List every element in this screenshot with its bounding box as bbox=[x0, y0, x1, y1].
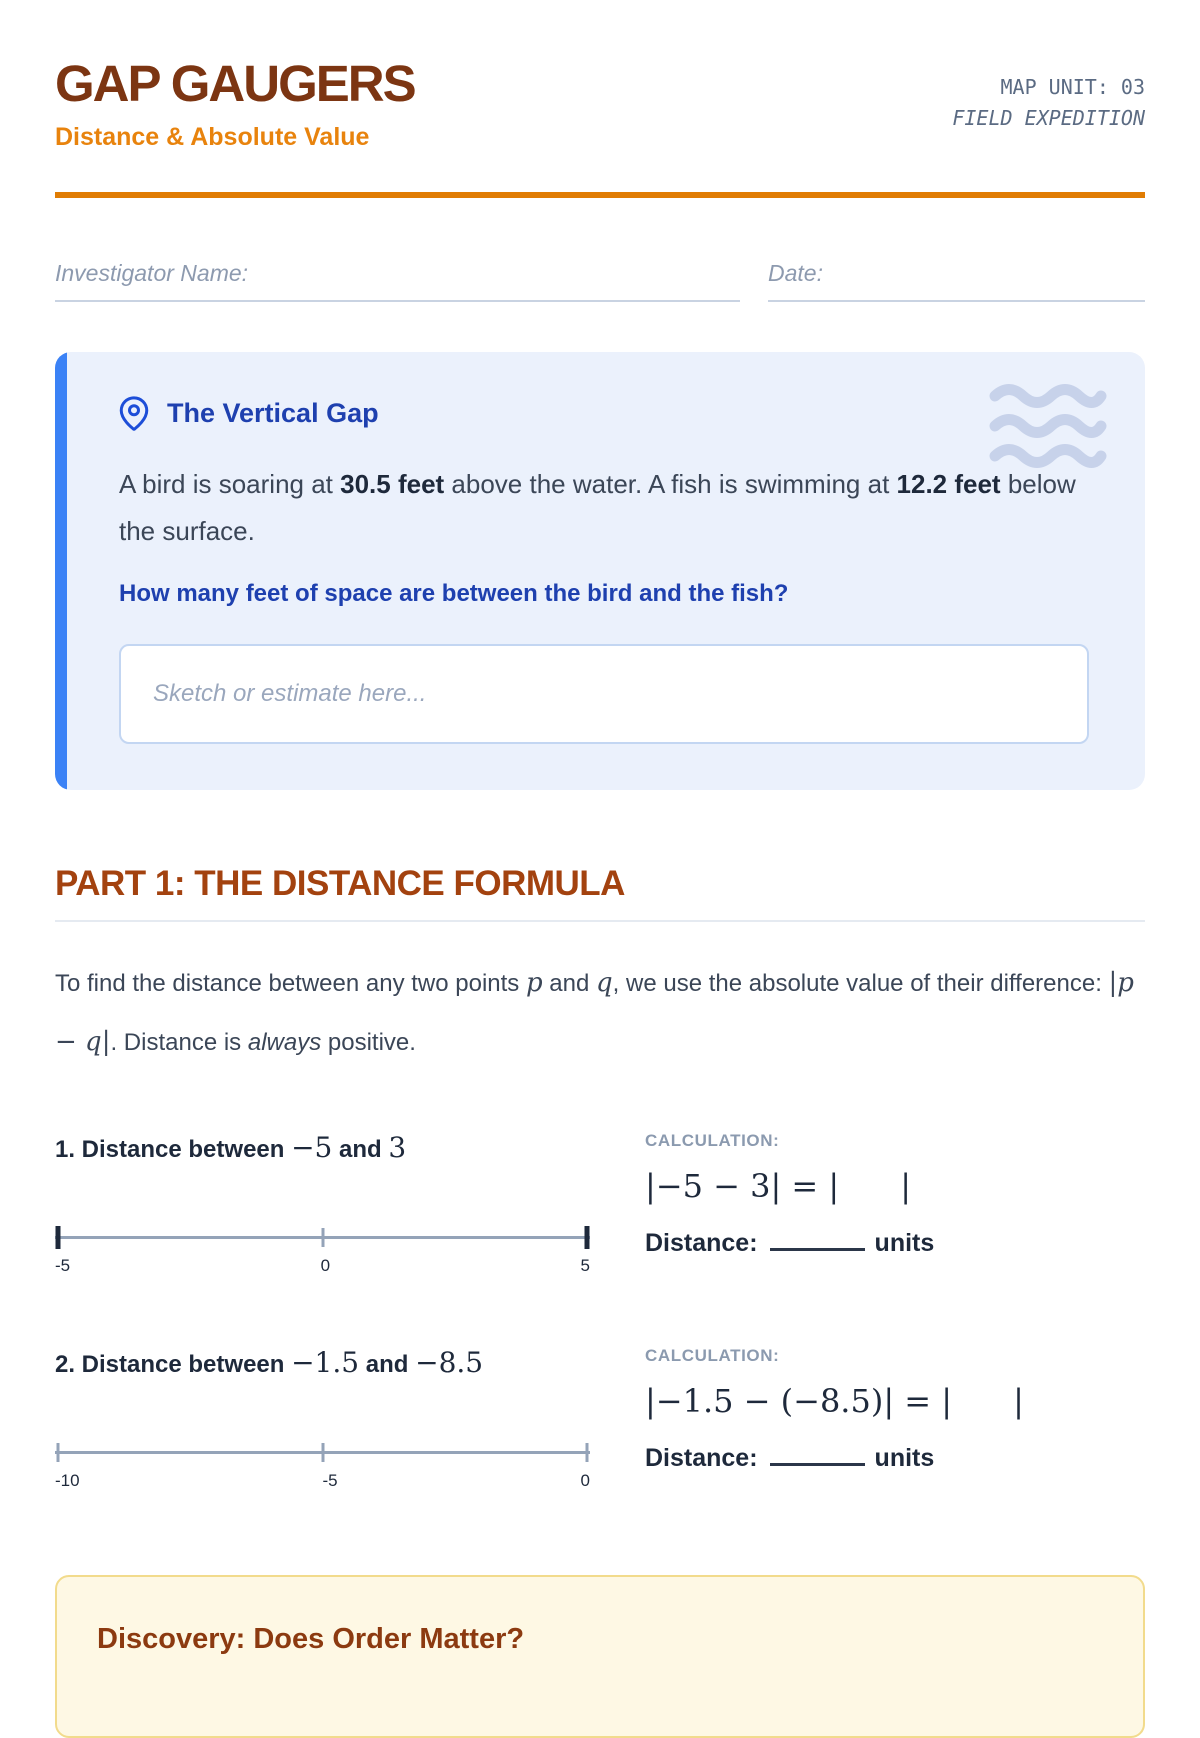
problem-2-right bbox=[645, 1346, 1145, 1473]
intro-text-5: positive. bbox=[321, 1029, 416, 1057]
investigator-name-input[interactable] bbox=[258, 260, 740, 287]
number-line-1-tick-mid bbox=[321, 1228, 324, 1247]
scenario-text-post: below the surface. bbox=[119, 469, 1076, 547]
waves-icon bbox=[987, 380, 1109, 472]
problem-2 bbox=[55, 1346, 1145, 1491]
distance-answer-blank-2[interactable] bbox=[770, 1444, 865, 1466]
problem-1-label: Distance between bbox=[75, 1136, 292, 1164]
number-line-1 bbox=[55, 1226, 590, 1276]
part1-intro bbox=[55, 954, 1145, 1074]
problem-1-and: and bbox=[332, 1136, 389, 1164]
date-label: Date: bbox=[768, 260, 823, 286]
problem-1-left bbox=[55, 1131, 590, 1276]
number-line-1-tick-right bbox=[585, 1226, 590, 1249]
intro-text-4: . Distance is bbox=[110, 1029, 248, 1057]
tick-label: -5 bbox=[322, 1471, 338, 1491]
investigator-name-field[interactable] bbox=[55, 260, 740, 302]
intro-text-1: To find the distance between any two points bbox=[55, 969, 526, 997]
calculation-label-1: CALCULATION: bbox=[645, 1131, 780, 1151]
intro-text-2: and bbox=[542, 969, 597, 997]
problem-1-heading bbox=[55, 1131, 590, 1164]
number-line-1-tick-left bbox=[55, 1226, 60, 1249]
identity-form bbox=[55, 260, 1145, 302]
number-line-2-tick-mid bbox=[321, 1443, 324, 1462]
scenario-text-pre: A bird is soaring at bbox=[119, 469, 341, 499]
problem-1-value-a: −5 bbox=[291, 1131, 333, 1165]
problem-2-and: and bbox=[359, 1351, 416, 1379]
distance-answer-line-1 bbox=[645, 1229, 1145, 1258]
number-line-2 bbox=[55, 1441, 590, 1491]
part1-heading: PART 1: THE DISTANCE FORMULA bbox=[55, 864, 1145, 922]
date-input[interactable] bbox=[833, 260, 1145, 287]
map-unit-label: MAP UNIT: 03 bbox=[1000, 75, 1145, 99]
header-left bbox=[55, 55, 415, 152]
callout-body bbox=[67, 352, 1145, 790]
page-title: GAP GAUGERS bbox=[55, 55, 415, 112]
calculation-expression-1: |−5 − 3| = | | bbox=[645, 1167, 911, 1206]
number-line-2-labels bbox=[55, 1471, 590, 1491]
abs-value-formula: |p − q| bbox=[55, 967, 1134, 1058]
number-line-1-labels bbox=[55, 1256, 590, 1276]
intro-text-3: , we use the absolute value of their difference: bbox=[612, 969, 1109, 997]
units-label-1: units bbox=[874, 1229, 935, 1258]
number-line-2-tick-right bbox=[586, 1443, 589, 1462]
scenario-value-fish: 12.2 feet bbox=[896, 469, 1001, 499]
math-var-p: p bbox=[525, 967, 543, 998]
field-expedition-label: FIELD EXPEDITION bbox=[952, 106, 1145, 130]
calculation-label-2: CALCULATION: bbox=[645, 1346, 780, 1366]
calculation-expression-2: |−1.5 − (−8.5)| = | | bbox=[645, 1382, 1024, 1421]
problem-2-value-b: −8.5 bbox=[415, 1346, 484, 1380]
sketch-input-area[interactable] bbox=[119, 644, 1089, 744]
problem-2-left bbox=[55, 1346, 590, 1491]
tick-label: 0 bbox=[580, 1471, 590, 1491]
problem-2-label: Distance between bbox=[75, 1351, 292, 1379]
discovery-title: Discovery: Does Order Matter? bbox=[97, 1623, 525, 1656]
tick-label: -5 bbox=[55, 1256, 71, 1276]
header-meta bbox=[952, 58, 1145, 134]
problem-1-right bbox=[645, 1131, 1145, 1258]
problem-1-number: 1. bbox=[55, 1136, 76, 1164]
distance-answer-line-2 bbox=[645, 1444, 1145, 1473]
units-label-2: units bbox=[874, 1444, 935, 1473]
problem-2-number: 2. bbox=[55, 1351, 76, 1379]
math-var-q: q bbox=[596, 967, 613, 998]
date-field[interactable] bbox=[768, 260, 1145, 302]
problem-1-value-b: 3 bbox=[388, 1131, 407, 1165]
tick-label: 5 bbox=[580, 1256, 590, 1276]
tick-label: 0 bbox=[320, 1256, 331, 1276]
intro-emphasis: always bbox=[247, 1029, 322, 1057]
problem-2-heading bbox=[55, 1346, 590, 1379]
scenario-text-mid: above the water. A fish is swimming at bbox=[444, 469, 897, 499]
investigator-name-label: Investigator Name: bbox=[55, 260, 249, 286]
scenario-value-bird: 30.5 feet bbox=[340, 469, 445, 499]
callout-question: How many feet of space are between the bird and the fish? bbox=[119, 579, 789, 607]
callout-accent-strip bbox=[55, 352, 67, 790]
callout-title-row bbox=[119, 396, 1089, 431]
distance-label-2: Distance: bbox=[645, 1444, 758, 1473]
distance-label-1: Distance: bbox=[645, 1229, 758, 1258]
accent-divider bbox=[55, 192, 1145, 198]
location-pin-icon bbox=[119, 396, 149, 431]
sketch-placeholder: Sketch or estimate here... bbox=[153, 679, 427, 707]
problem-1 bbox=[55, 1131, 1145, 1276]
vertical-gap-callout bbox=[55, 352, 1145, 790]
header bbox=[55, 55, 1145, 152]
callout-scenario-text bbox=[119, 461, 1079, 556]
distance-answer-blank-1[interactable] bbox=[770, 1229, 865, 1251]
callout-title: The Vertical Gap bbox=[167, 398, 379, 428]
number-line-2-tick-left bbox=[56, 1443, 59, 1462]
problem-2-value-a: −1.5 bbox=[291, 1346, 360, 1380]
page-subtitle: Distance & Absolute Value bbox=[55, 123, 370, 151]
tick-label: -10 bbox=[55, 1471, 80, 1491]
